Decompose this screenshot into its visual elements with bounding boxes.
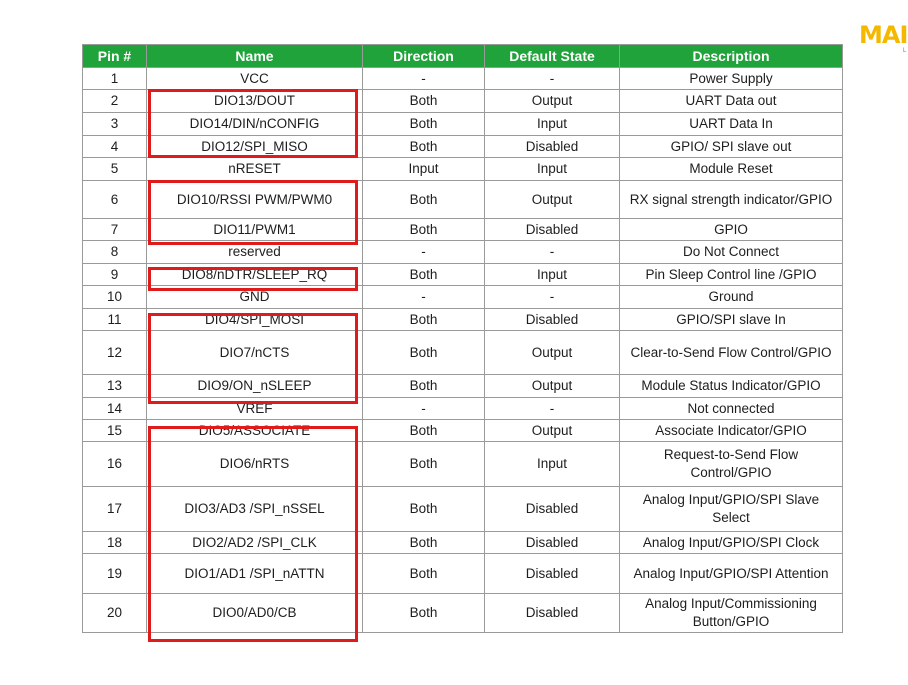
cell-direction: Both bbox=[363, 487, 485, 532]
cell-description: Module Status Indicator/GPIO bbox=[620, 375, 843, 398]
cell-name: VREF bbox=[147, 398, 363, 420]
header-pin: Pin # bbox=[83, 45, 147, 68]
cell-description: Do Not Connect bbox=[620, 241, 843, 264]
cell-default-state: Disabled bbox=[485, 136, 620, 158]
cell-pin: 4 bbox=[83, 136, 147, 158]
cell-pin: 8 bbox=[83, 241, 147, 264]
cell-description: UART Data out bbox=[620, 90, 843, 113]
cell-default-state: Input bbox=[485, 158, 620, 181]
table-row bbox=[83, 241, 843, 264]
cell-pin: 11 bbox=[83, 309, 147, 331]
cell-pin: 15 bbox=[83, 420, 147, 442]
cell-name: DIO3/AD3 /SPI_nSSEL bbox=[147, 487, 363, 532]
cell-pin: 14 bbox=[83, 398, 147, 420]
table-row bbox=[83, 136, 843, 158]
table-row bbox=[83, 594, 843, 633]
table-row bbox=[83, 286, 843, 309]
pin-table bbox=[82, 44, 843, 633]
cell-name: DIO10/RSSI PWM/PWM0 bbox=[147, 181, 363, 219]
cell-default-state: - bbox=[485, 286, 620, 309]
table-row bbox=[83, 309, 843, 331]
cell-direction: - bbox=[363, 241, 485, 264]
cell-direction: Both bbox=[363, 420, 485, 442]
table-row bbox=[83, 219, 843, 241]
cell-direction: Both bbox=[363, 219, 485, 241]
cell-name: DIO12/SPI_MISO bbox=[147, 136, 363, 158]
cell-direction: Both bbox=[363, 136, 485, 158]
cell-pin: 6 bbox=[83, 181, 147, 219]
cell-direction: - bbox=[363, 68, 485, 90]
cell-direction: Both bbox=[363, 532, 485, 554]
cell-direction: Both bbox=[363, 309, 485, 331]
cell-description: Pin Sleep Control line /GPIO bbox=[620, 264, 843, 286]
cell-direction: Both bbox=[363, 375, 485, 398]
cell-default-state: Disabled bbox=[485, 532, 620, 554]
cell-direction: Both bbox=[363, 264, 485, 286]
cell-direction: Both bbox=[363, 594, 485, 633]
cell-description: UART Data In bbox=[620, 113, 843, 136]
cell-default-state: Output bbox=[485, 331, 620, 375]
header-direction: Direction bbox=[363, 45, 485, 68]
cell-default-state: Disabled bbox=[485, 594, 620, 633]
cell-default-state: Disabled bbox=[485, 487, 620, 532]
cell-default-state: Input bbox=[485, 442, 620, 487]
cell-name: DIO5/ASSOCIATE bbox=[147, 420, 363, 442]
cell-pin: 1 bbox=[83, 68, 147, 90]
table-row bbox=[83, 442, 843, 487]
cell-direction: - bbox=[363, 286, 485, 309]
cell-default-state: Output bbox=[485, 420, 620, 442]
header-description: Description bbox=[620, 45, 843, 68]
cell-default-state: Disabled bbox=[485, 309, 620, 331]
cell-default-state: Disabled bbox=[485, 219, 620, 241]
cell-pin: 12 bbox=[83, 331, 147, 375]
cell-description: Analog Input/GPIO/SPI Slave Select bbox=[620, 487, 843, 532]
cell-pin: 18 bbox=[83, 532, 147, 554]
header-default-state: Default State bbox=[485, 45, 620, 68]
cell-default-state: - bbox=[485, 398, 620, 420]
cell-direction: Both bbox=[363, 331, 485, 375]
cell-description: GPIO bbox=[620, 219, 843, 241]
cell-description: GPIO/SPI slave In bbox=[620, 309, 843, 331]
cell-name: nRESET bbox=[147, 158, 363, 181]
table-row bbox=[83, 554, 843, 594]
table-row bbox=[83, 158, 843, 181]
cell-pin: 16 bbox=[83, 442, 147, 487]
cell-default-state: Output bbox=[485, 375, 620, 398]
cell-description: Request-to-Send Flow Control/GPIO bbox=[620, 442, 843, 487]
cell-name: reserved bbox=[147, 241, 363, 264]
cell-description: GPIO/ SPI slave out bbox=[620, 136, 843, 158]
cell-direction: Both bbox=[363, 113, 485, 136]
table-row bbox=[83, 90, 843, 113]
cell-direction: Both bbox=[363, 442, 485, 487]
logo-subtext: L bbox=[903, 48, 907, 54]
cell-pin: 5 bbox=[83, 158, 147, 181]
cell-name: DIO4/SPI_MOSI bbox=[147, 309, 363, 331]
cell-name: GND bbox=[147, 286, 363, 309]
cell-pin: 7 bbox=[83, 219, 147, 241]
cell-name: DIO13/DOUT bbox=[147, 90, 363, 113]
cell-direction: Both bbox=[363, 181, 485, 219]
cell-description: Clear-to-Send Flow Control/GPIO bbox=[620, 331, 843, 375]
cell-direction: Both bbox=[363, 554, 485, 594]
table-row bbox=[83, 113, 843, 136]
cell-description: Ground bbox=[620, 286, 843, 309]
cell-name: DIO14/DIN/nCONFIG bbox=[147, 113, 363, 136]
cell-default-state: Input bbox=[485, 264, 620, 286]
cell-pin: 13 bbox=[83, 375, 147, 398]
table-row bbox=[83, 331, 843, 375]
cell-description: Power Supply bbox=[620, 68, 843, 90]
cell-name: VCC bbox=[147, 68, 363, 90]
cell-description: RX signal strength indicator/GPIO bbox=[620, 181, 843, 219]
cell-description: Module Reset bbox=[620, 158, 843, 181]
cell-name: DIO1/AD1 /SPI_nATTN bbox=[147, 554, 363, 594]
cell-default-state: - bbox=[485, 68, 620, 90]
cell-description: Analog Input/GPIO/SPI Clock bbox=[620, 532, 843, 554]
cell-pin: 20 bbox=[83, 594, 147, 633]
cell-name: DIO7/nCTS bbox=[147, 331, 363, 375]
header-row bbox=[83, 45, 843, 68]
table-row bbox=[83, 264, 843, 286]
cell-pin: 9 bbox=[83, 264, 147, 286]
table-row bbox=[83, 181, 843, 219]
cell-default-state: - bbox=[485, 241, 620, 264]
table-row bbox=[83, 398, 843, 420]
table-row bbox=[83, 532, 843, 554]
cell-direction: Input bbox=[363, 158, 485, 181]
cell-default-state: Output bbox=[485, 181, 620, 219]
cell-default-state: Input bbox=[485, 113, 620, 136]
table-row bbox=[83, 68, 843, 90]
cell-default-state: Output bbox=[485, 90, 620, 113]
header-name: Name bbox=[147, 45, 363, 68]
cell-pin: 2 bbox=[83, 90, 147, 113]
cell-pin: 17 bbox=[83, 487, 147, 532]
cell-description: Analog Input/GPIO/SPI Attention bbox=[620, 554, 843, 594]
brand-logo bbox=[859, 22, 908, 62]
cell-name: DIO0/AD0/CB bbox=[147, 594, 363, 633]
cell-name: DIO2/AD2 /SPI_CLK bbox=[147, 532, 363, 554]
cell-pin: 19 bbox=[83, 554, 147, 594]
cell-name: DIO9/ON_nSLEEP bbox=[147, 375, 363, 398]
cell-name: DIO11/PWM1 bbox=[147, 219, 363, 241]
cell-pin: 10 bbox=[83, 286, 147, 309]
table-row bbox=[83, 375, 843, 398]
logo-text: MAI bbox=[859, 22, 908, 49]
cell-direction: Both bbox=[363, 90, 485, 113]
cell-description: Not connected bbox=[620, 398, 843, 420]
cell-name: DIO6/nRTS bbox=[147, 442, 363, 487]
table-row bbox=[83, 487, 843, 532]
cell-description: Associate Indicator/GPIO bbox=[620, 420, 843, 442]
cell-default-state: Disabled bbox=[485, 554, 620, 594]
cell-description: Analog Input/Commissioning Button/GPIO bbox=[620, 594, 843, 633]
cell-name: DIO8/nDTR/SLEEP_RQ bbox=[147, 264, 363, 286]
table-row bbox=[83, 420, 843, 442]
cell-direction: - bbox=[363, 398, 485, 420]
cell-pin: 3 bbox=[83, 113, 147, 136]
